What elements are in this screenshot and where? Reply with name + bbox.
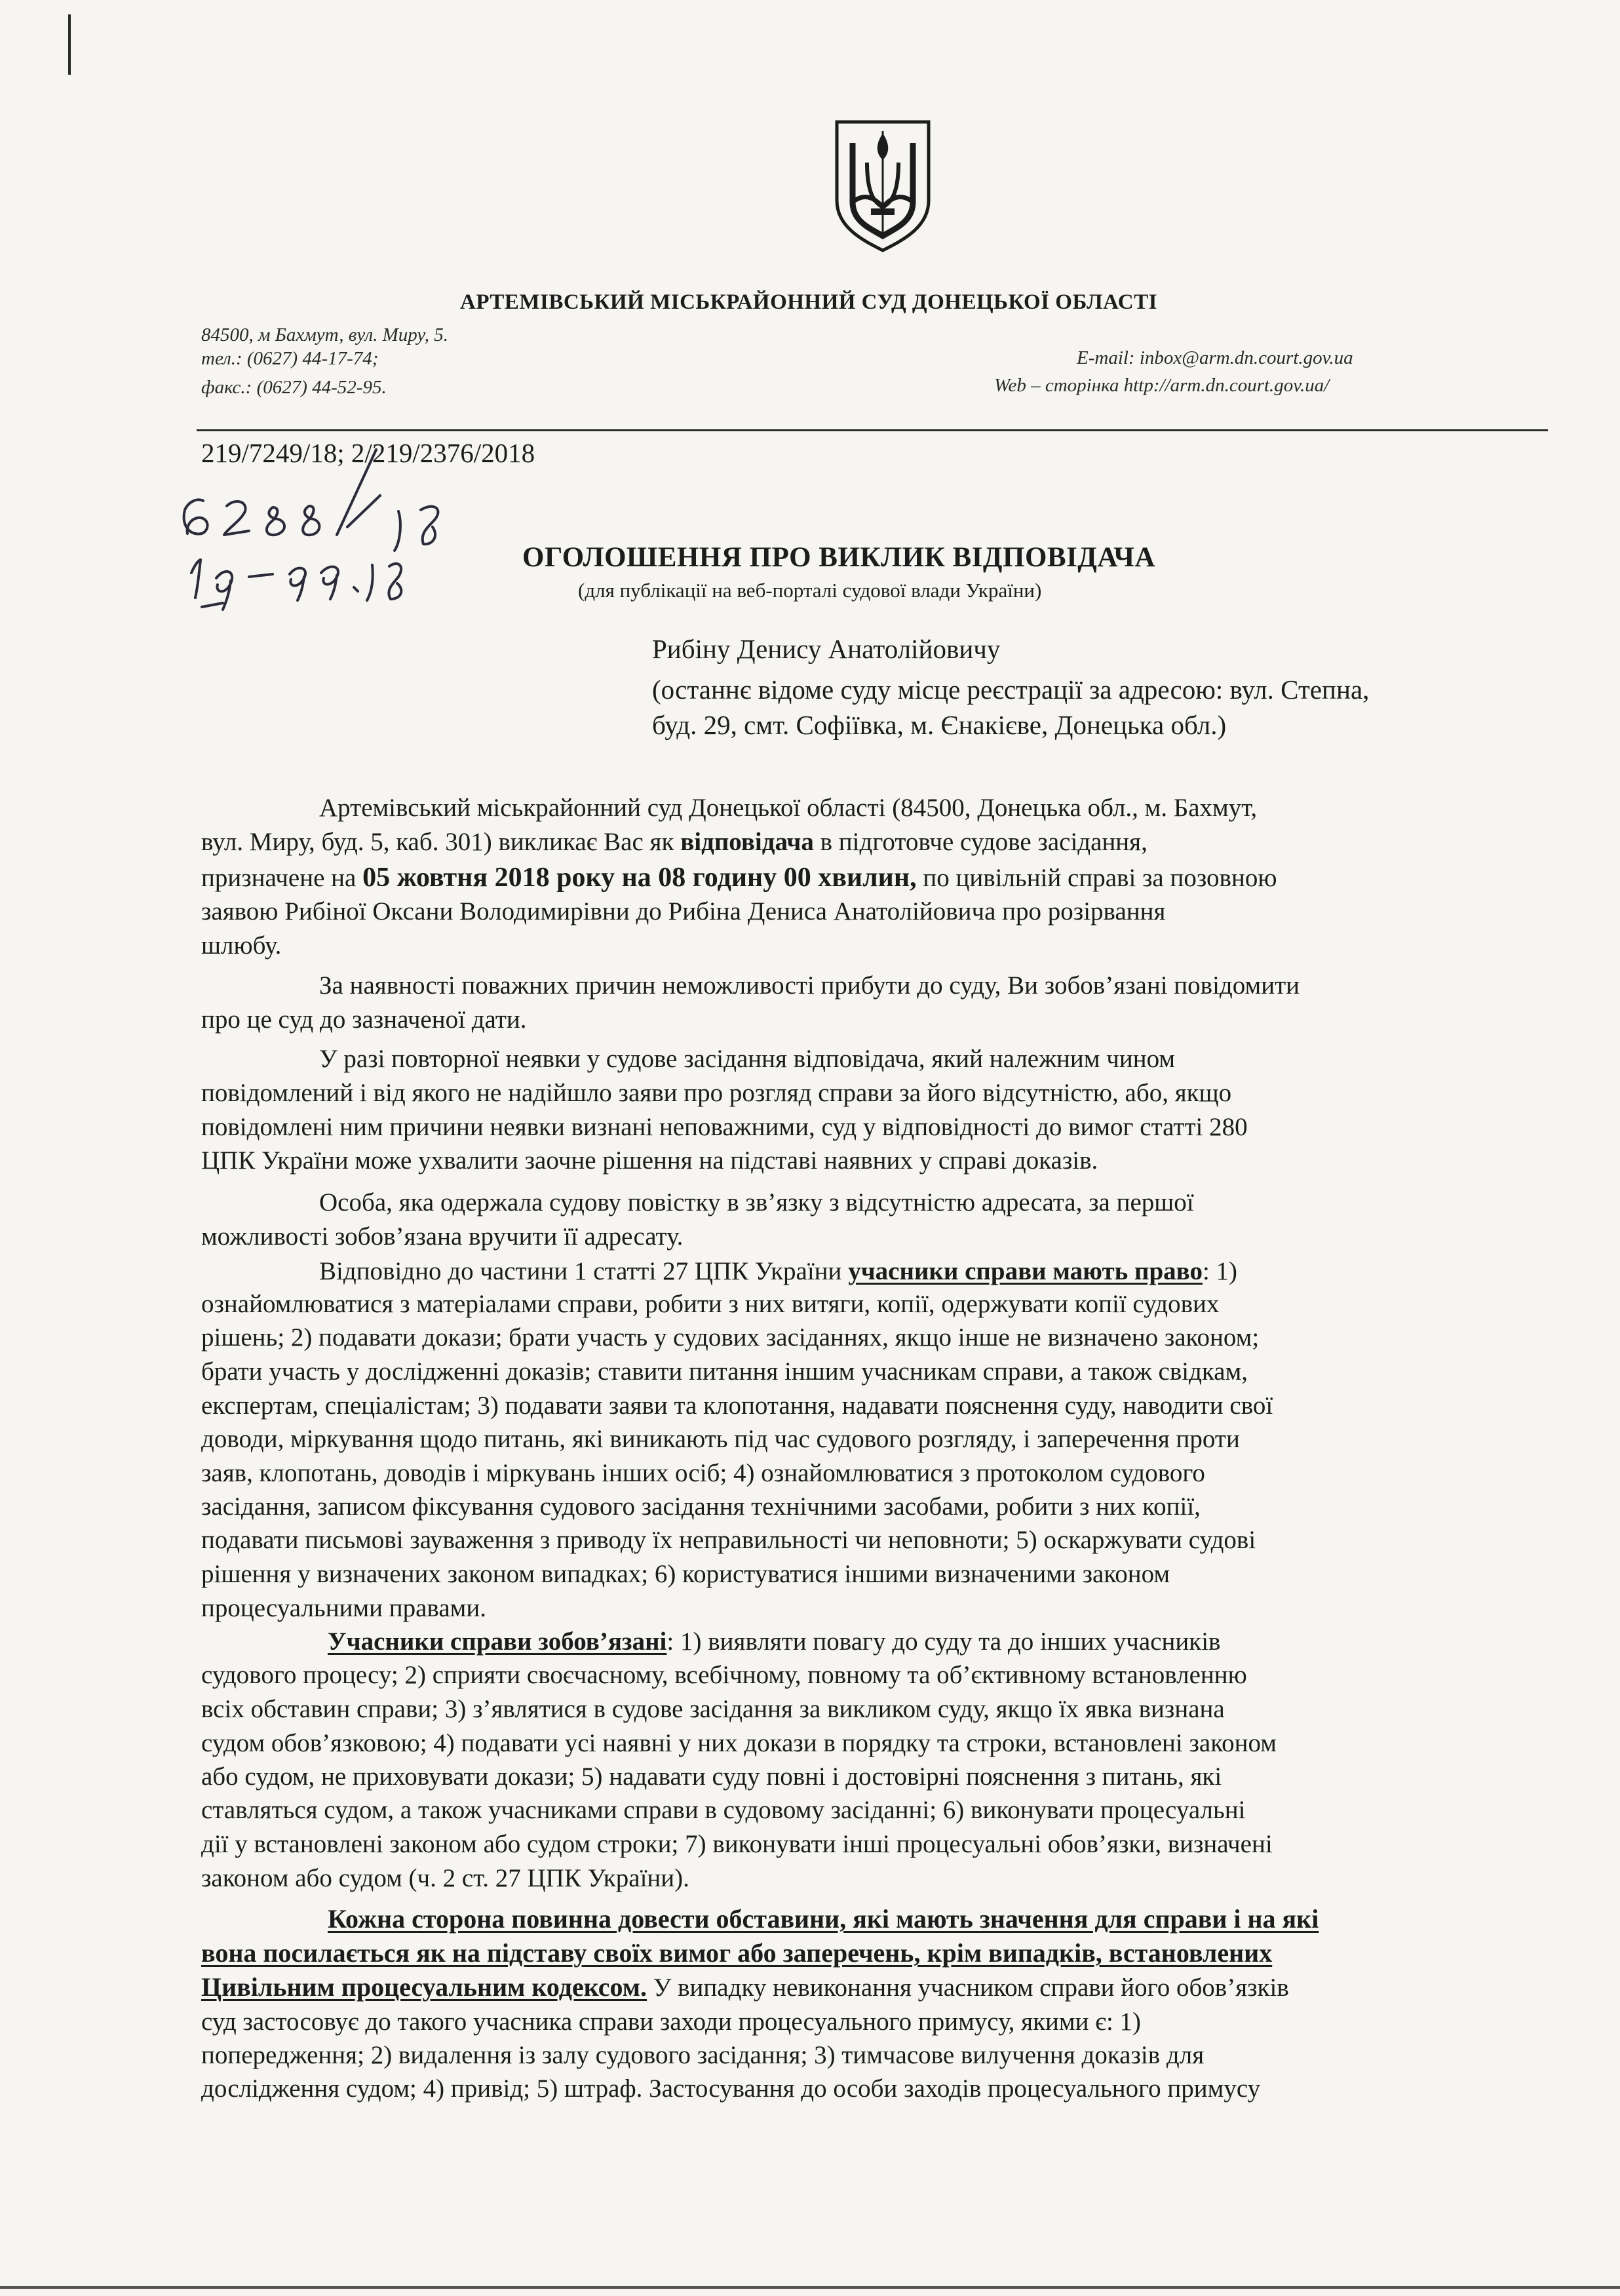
body-line-bold: Кожна сторона повинна довести обставини, які мають значення для справи і на які [328, 1904, 1319, 1934]
body-line: заяв, клопотань, доводів і міркувань інших осіб; 4) ознайомлюватися з протоколом судового [201, 1459, 1205, 1487]
header-divider [197, 429, 1548, 431]
body-line: Учасники справи зобов’язані: 1) виявляти повагу до суду та до інших учасників [328, 1627, 1221, 1656]
body-line: ставляться судом, а також учасниками справи в судовому засіданні; 6) виконувати процесуальні [201, 1796, 1246, 1824]
court-website: Web – сторінка http://arm.dn.court.gov.ua/ [994, 375, 1330, 396]
body-line: Особа, яка одержала судову повістку в зв’язку з відсутністю адресата, за першої [319, 1188, 1194, 1216]
body-line: вул. Миру, буд. 5, каб. 301) викликає Вас як відповідача в підготовче судове засідання, [201, 828, 1148, 856]
coat-of-arms-emblem [830, 117, 935, 254]
body-line: судового процесу; 2) сприяти своєчасному, всебічному, повному та об’єктивному встановленню [201, 1661, 1247, 1689]
body-line: про це суд до зазначеної дати. [201, 1005, 527, 1034]
body-line: процесуальними правами. [201, 1594, 486, 1622]
body-line: Відповідно до частини 1 статті 27 ЦПК України учасники справи мають право: 1) [319, 1257, 1238, 1285]
body-line: судом обов’язковою; 4) подавати усі наявні у них докази в порядку та строки, встановлені законом [201, 1729, 1277, 1757]
body-line: дії у встановлені законом або судом строки; 7) виконувати інші процесуальні обов’язки, визначені [201, 1830, 1273, 1858]
body-line: попередження; 2) видалення із залу судового засідання; 3) тимчасове вилучення доказів для [201, 2041, 1205, 2069]
body-line: дослідження судом; 4) привід; 5) штраф. Застосування до особи заходів процесуального примусу [201, 2074, 1261, 2103]
court-fax: факс.: (0627) 44-52-95. [201, 377, 387, 398]
body-line: За наявності поважних причин неможливості прибути до суду, Ви зобов’язані повідомити [319, 971, 1300, 1000]
case-numbers: 219/7249/18; 2/219/2376/2018 [201, 438, 535, 468]
court-address: 84500, м Бахмут, вул. Миру, 5. [201, 324, 449, 345]
court-email: E-mail: inbox@arm.dn.court.gov.ua [1077, 347, 1353, 368]
body-line: подавати письмові зауваження з приводу їх неправильності чи неповноти; 5) оскаржувати судові [201, 1526, 1256, 1554]
body-line: суд застосовує до такого учасника справи заходи процесуального примусу, якими є: 1) [201, 2008, 1142, 2036]
body-line: У разі повторної неявки у судове засідання відповідача, який належним чином [319, 1045, 1176, 1073]
body-line: заявою Рибіної Оксани Володимирівни до Рибіна Дениса Анатолійовича про розірвання [201, 897, 1166, 925]
body-line: рішення у визначених законом випадках; 6) користуватися іншими визначеними законом [201, 1560, 1170, 1588]
addressee-name: Рибіну Денису Анатолійовичу [652, 634, 1001, 664]
body-line: або судом, не приховувати докази; 5) надавати суду повні і достовірні пояснення з питань, які [201, 1762, 1222, 1791]
scan-edge-mark [68, 14, 71, 75]
body-line: рішень; 2) подавати докази; брати участь у судових засіданнях, якщо інше не визначено законом; [201, 1323, 1260, 1352]
body-line: повідомлені ним причини неявки визнані неповажними, суд у відповідності до вимог статті 280 [201, 1113, 1248, 1141]
body-line: брати участь у дослідженні доказів; ставити питання іншим учасникам справи, а також свідкам, [201, 1357, 1248, 1386]
scan-bottom-edge [0, 2286, 1620, 2289]
body-line: повідомлений і від якого не надійшло заяви про розгляд справи за його відсутністю, або, якщо [201, 1079, 1232, 1107]
handwritten-registration [176, 438, 530, 615]
notice-title: ОГОЛОШЕННЯ ПРО ВИКЛИК ВІДПОВІДАЧА [522, 542, 1156, 573]
court-phone: тел.: (0627) 44-17-74; [201, 348, 379, 369]
court-name: АРТЕМІВСЬКИЙ МІСЬКРАЙОННИЙ СУД ДОНЕЦЬКОЇ ОБЛАСТІ [460, 290, 1157, 314]
body-line: експертам, спеціалістам; 3) подавати заяви та клопотання, надавати пояснення суду, наводити свої [201, 1391, 1273, 1420]
body-line: Артемівський міськрайонний суд Донецької області (84500, Донецька обл., м. Бахмут, [319, 794, 1258, 822]
body-line: ЦПК України може ухвалити заочне рішення на підставі наявних у справі доказів. [201, 1146, 1098, 1175]
body-line: шлюбу. [201, 931, 282, 960]
notice-subtitle: (для публікації на веб-порталі судової влади України) [578, 579, 1042, 602]
body-line: законом або судом (ч. 2 ст. 27 ЦПК України). [201, 1864, 689, 1892]
body-line-hearing-date: призначене на 05 жовтня 2018 року на 08 годину 00 хвилин, по цивільній справі за позовною [201, 863, 1277, 893]
addressee-address-line-1: (останнє відоме суду місце реєстрації за адресою: вул. Степна, [652, 674, 1370, 705]
body-line: доводи, міркування щодо питань, які виникають під час судового розгляду, і заперечення проти [201, 1425, 1240, 1453]
body-line: засідання, записом фіксування судового засідання технічними засобами, робити з них копії, [201, 1492, 1201, 1521]
body-line: Цивільним процесуальним кодексом. У випадку невиконання учасником справи його обов’язків [201, 1972, 1289, 2002]
body-line: ознайомлюватися з матеріалами справи, робити з них витяги, копії, одержувати копії судових [201, 1290, 1220, 1318]
addressee-address-line-2: буд. 29, смт. Софіївка, м. Єнакієве, Донецька обл.) [652, 710, 1227, 740]
body-line-bold: вона посилається як на підставу своїх вимог або заперечень, крім випадків, встановлених [201, 1938, 1273, 1968]
body-line: всіх обставин справи; 3) з’являтися в судове засідання за викликом суду, якщо їх явка визнана [201, 1695, 1225, 1723]
body-line: можливості зобов’язана вручити її адресату. [201, 1222, 684, 1251]
